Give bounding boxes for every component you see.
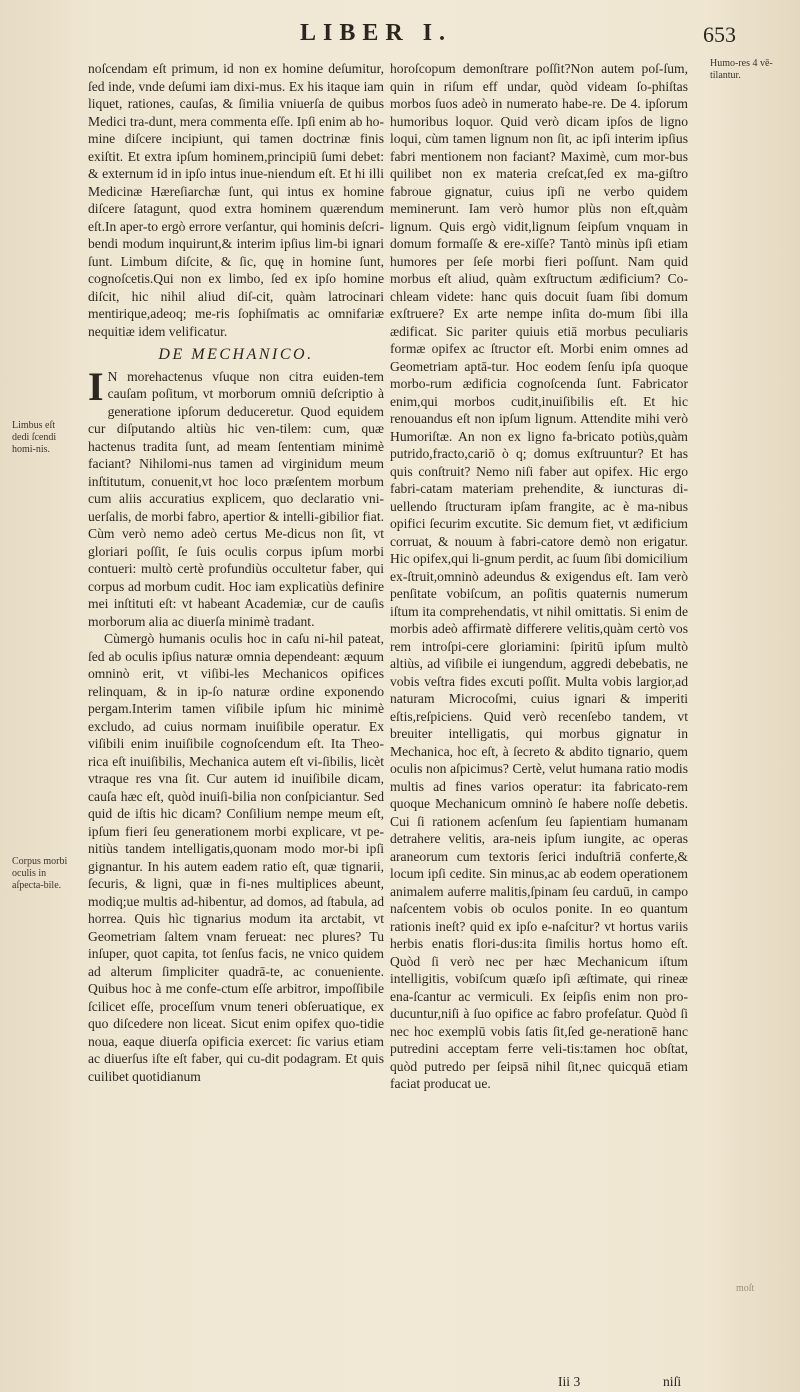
left-margin-note-limbus: Limbus eſt dedi ſcendi homi-nis.: [12, 420, 57, 455]
paragraph: horoſcopum demonſtrare poſſit?Non autem poſ-ſum, quin in riſum eff undar, quòd videam ſo-phiſtas morbos ſuos adeò in numerato habe-re. De 4. ipſorum humoribus loquor. Quid verò dicam ipſos de ligno loqui, cùm tamen lignum non ſit, ac ipſi interim ipſius fabri mentionem non faciant? Maximè, cum mor-bus quilibet non ex materia creſcat,ſed ex ma-giſtro fabroue gignatur, cuius ipſi ne verbo quidem meminerunt. Iam verò humor plùs non eſt,quàm lignum. Quis ergò vidit,lignum ſeipſum vnquam in domum formaſſe & ere-xiſſe? Tantò minùs ipſi etiam humores per ſeſe morbi fieri poſſunt. Nam quid morbus eſt aliud, quàm exſtructum ædificium? Co-chleam videte: hanc quis docuit ſuam ſibi domum exſtruere? Ex arte nempe inſita do-mum ſibi illa ædificat. Sic pariter quiuis etiā morbus peculiaris formæ opifex ac ſtructor eſt. Morbi enim omnes ad Geometriam aptā-tur. Hoc eodem ſenſu ipſa quoque morbo-rum ædificia cognoſcenda ſunt. Fabricator enim,qui morbos cudit,inuiſibilis eſt. Et hic renouandus eſt non ipſum lignum. Attendite mihi verò Humoriſtæ. An non ex ligno fa-bricato potiùs,quàm putrido,fracto,cariō ò q; domus exſtruuntur? Et has quis conſtruit? Nemo niſi faber aut opifex. Hic ergo fabri-catam materiam prehendite, & iuncturas di-uellendo ſtructuram ipſam frangite, ac è ma-nibus opifici ſecurim excutite. Sic demum fiet, vt ædificium corruat, & nouum à fabri-catore demò non erigatur. Hic opifex,qui li-gnum perdit, ac ſuum ſibi domicilium ex-ſtruit,omninò adeundus & exigendus eſt. Iam verò penſitate vobiſcum, an poſitis quaternis numerum iſtum ita comprehendatis, vt nihil omittatis. Si enim de morbis adeò affirmatè differere velitis,quàm certò vos rem introſpi-cere gloriamini: ſpiritū ipſum multò altiùs, ad viſibile ei iungendum, aggredi debebatis, ne vobis veſtra fides excuti poſſit. Multa vobis largior,ad naturam Microcoſmi, cuius ignari & imperiti eſtis,reſpiciens. Quid verò recenſebo tandem, vt breuiter intelligatis, qui morbus gignatur in Mechanica, hoc eſt, à ſecreto & abdito tignario, quem oculis non aſpicimus? Certè, velut humana ratio modis multis ad fines varios operatur: ita fabricato-rem quoque Mechanicum omninò ſe habere noſſe debetis. Cui ſi rationem acſenſum ſeu ſapientiam humanam detrahere velitis, ara-neis ipſum iungite, ac operas araneorum cum textoris ſerici induſtriā conferte,& locum ipſi cedite. Sin minus,ac ab eodem operationem animalem auferre malitis,ſpinam ſeu carduū, in campo naſcentem vobis ob oculos ponite. In eo quantum rationis ineſt? quid ex ipſo e-naſcitur? vt hortus variis herbis enatis flori-dus:ita ſimilis hortus homo eſt. Quòd ſi verò nec per hæc Mechanicum iſtum intelligitis, vobiſcum quæſo ipſi æſtimate, qui rineæ ena-ſcantur ac vermiculi. Ex ſeipſis enim non pro-ducuntur,niſi à ſuo opifice ac fabro profeſatur. Quòd ſi nec hoc exemplū vobis ſatis ſit,ſed ge-nerationē hanc putredini acceptam ferre veli-tis:tamen hoc obſtat, quòd putredo per ſeipsā nihil ſit,nec quicquā etiam faciat producat ue.: [390, 61, 688, 1091]
running-title: LIBER I.: [300, 20, 453, 46]
page-number: 653: [703, 22, 736, 47]
left-margin-note-corpus: Corpus morbi oculis in aſpecta-bile.: [12, 856, 68, 891]
running-header: [0, 18, 800, 52]
right-column: [390, 60, 688, 1093]
section-heading: DE MECHANICO.: [158, 346, 314, 363]
paragraph-with-dropcap: [88, 363, 384, 631]
left-column: [88, 60, 384, 1085]
signature-mark: Iii 3: [558, 1374, 581, 1389]
paragraph-text: N morehactenus vſuque non citra euiden-tem cauſam poſitum, vt morborum omniū deſcriptio à generatione ipſorum deduceretur. Quod equidem cur diſputando altiùs hic ven-tilem: cum, quæ hactenus tradita ſunt, ad meam ſententiam minimè faciant? Nihilomi-nus tamen ad virginidum meum inſtitutum, conuenit,vt hoc loco præſentem morbum cum aliis accuratius explicem, quo declaratio vni-uerſalis, de morbi fabro, apertior & intelli-gibilior fiat. Cùm verò nemo adeò certus Me-dicus non ſit, vt gloriari poſſit, ſe ſuis oculis corpus ipſum morbi contueri: multò certè profundiùs occultetur faber, qui corpus ad morbum cudit. Hoc iam explicatiùs definire mei inſtituti eſt: vt habeant Academiæ, cur de cauſis morborum alia ac diuerſa minimè tradant.: [88, 368, 384, 629]
right-margin-note-faded: moſt: [736, 1283, 755, 1294]
right-margin-note-humores: Humo-res 4 vē-tilantur.: [710, 58, 773, 81]
paragraph: noſcendam eſt primum, id non ex homine deſumitur, ſed inde, vnde deſumi iam dixi-mus. Ex his itaque iam liquet, rationes, cauſas, & ſimilia vniuerſa de quibus Medici tra-dunt, mera commenta eſſe. Ipſi enim ab ho-mine diſcere incipiunt, qui tamen doctrinæ finis exiſtit. Et extra ipſum hominem,principiū ſumi debet: & externum id in ipſo intus inue-niendum eſt. Et hi illi Medicinæ Hæreſiarchæ ſunt, qui intus ex homine diſcere ſatagunt, quod extra hominem quærendum eſt.In aper-to ergò errore verſantur, qui hominis deſcri-bendi modum inquirunt,& interim ipſius lim-bi ignari ſunt. Limbum diſcite, & ſic, quę in homine ſunt, cognoſcetis.Qui non ex limbo, ſed ex ipſo homine diſcit, hic nihil aliud diſ-cit, quàm latrocinari mentirique,adeoq; me-ris ſophiſmatis ac omnifariæ nequitiæ idem velificatur.: [88, 61, 384, 339]
drop-cap: I: [88, 363, 104, 409]
catchword: niſi: [663, 1374, 682, 1389]
paragraph: Cùmergò humanis oculis hoc in caſu ni-hil pateat, ſed ab oculis ipſius naturæ omnia dependeant: æquum omninò erit, vt viſibi-les Mechanicos opifices relinquam, & in ip-ſo naturæ ordine exponendo pergam.Interim tamen viſibile ipſum hic minimè excludo, ad cuius normam inuiſibile operatur. Ex viſibili enim inuiſibile cognoſcendum eſt. Ita Theo-rica eſt inuiſibilis, Mechanica autem eſt vi-ſibilis, licèt vtraque res vna ſit. Cur autem id inuiſibile dicam, cauſa hæc eſt, quòd inuiſi-bilia non conſpiciantur. Sed quid de iſtis hic dicam? Conſilium nempe meum eſt, ipſum fieri ſeu generationem morbi explicare, vt pe-nitiùs tandem intelligatis,quonam modo mor-bi ipſi gignantur. In his autem eadem ratio eſt, quæ tignarii, ſecuris, & ligni, quæ in fi-nes multiplices abeunt, modiq;ue multis ad-hibentur, ad domos, ad ſtabula, ad horrea. Quis hìc tignarius modum ita arctabit, vt Geometriam ſaltem vnam ferueat: nec plures? Tu inſuper, quot capita, tot ſenſus facis, ne vnico quidem ad alterum ſimpliciter quadrā-te, ac conueniente. Quibus hoc à me confe-ctum eſſe arbitror, impoſſibile ſcilicet eſſe, proceſſum vnum teneri obſeruatique, ex quo diſcedere non liceat. Sicut enim opifex quo-tidie noua, eaque diuerſa opificia exercet: ſic varius etiam ac diuerſus iſte eſt faber, qui cu-dit podagram. Et quis cuilibet quotidianum: [88, 631, 384, 1084]
